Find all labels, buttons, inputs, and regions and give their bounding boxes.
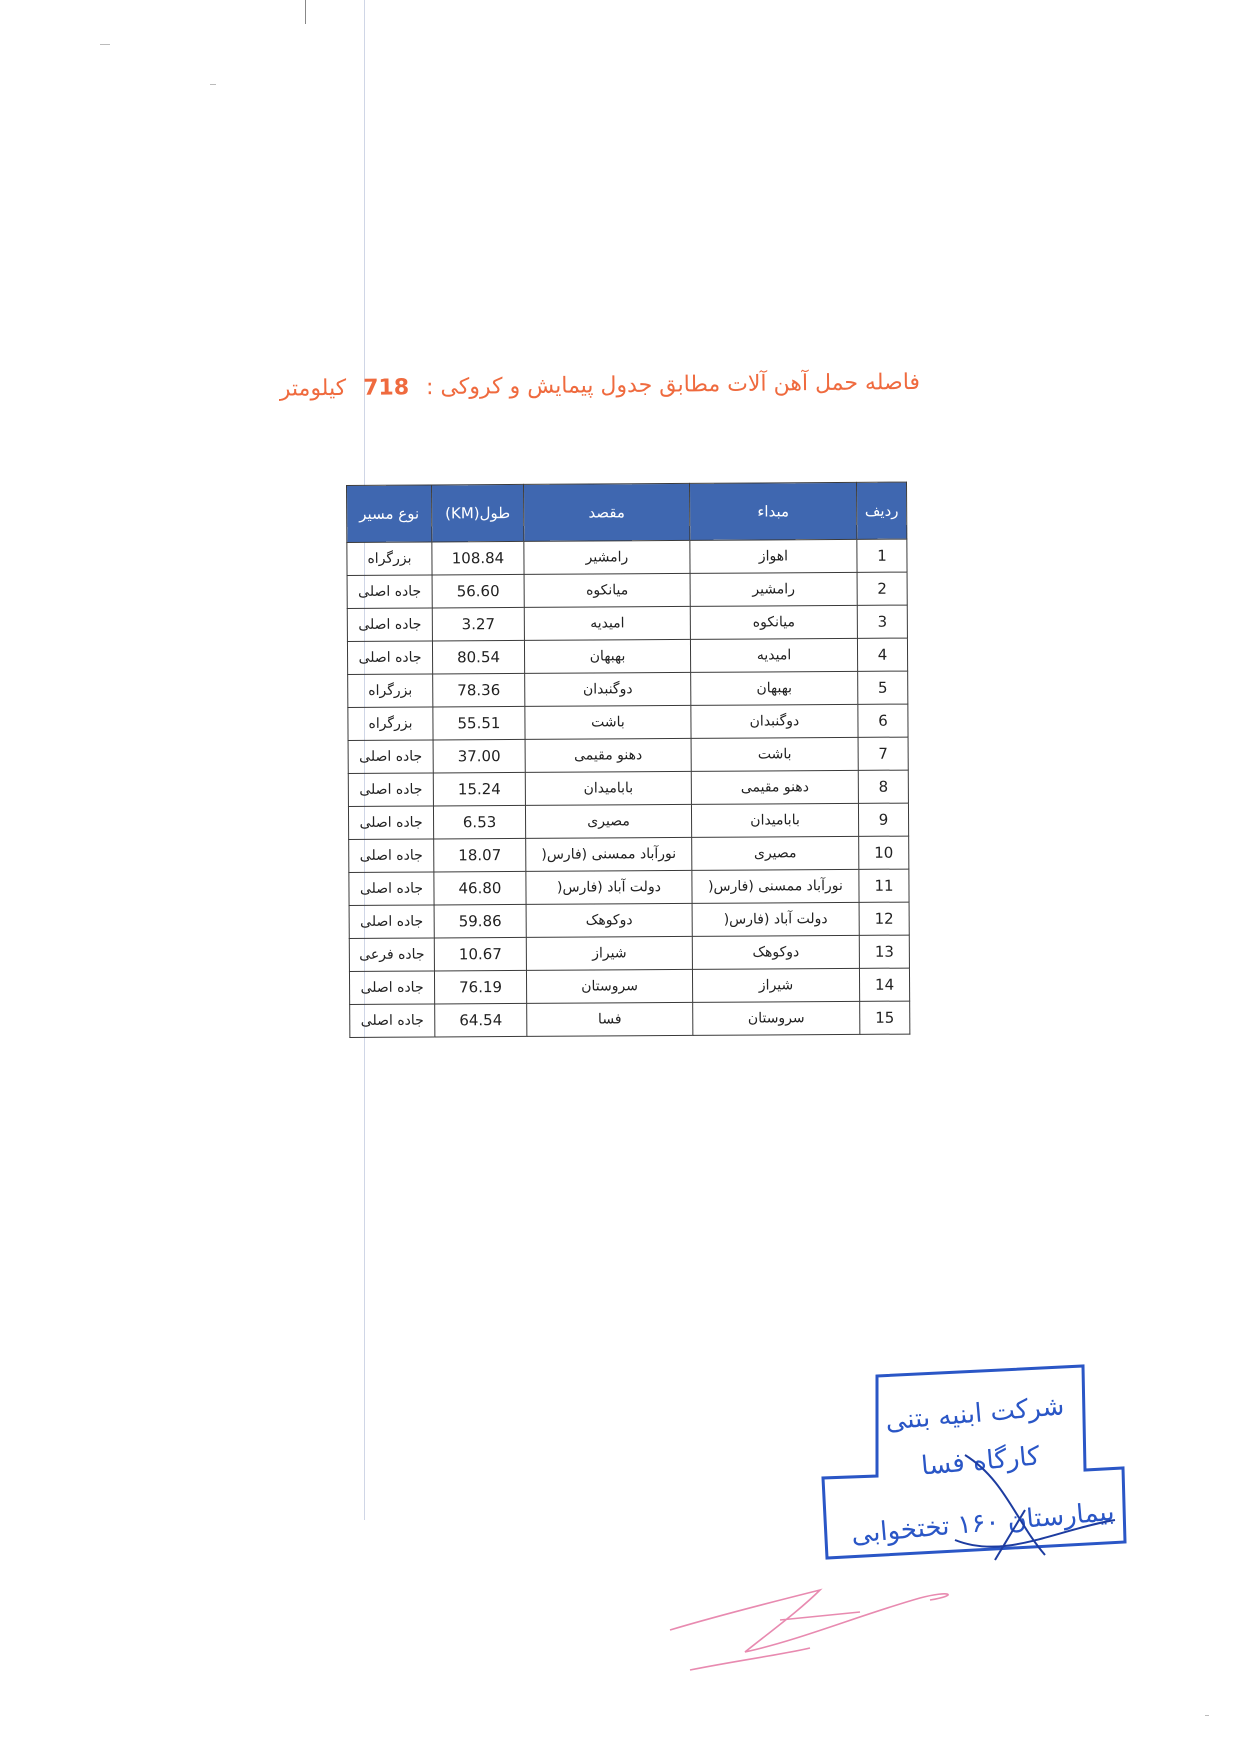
table-row [347, 638, 907, 674]
table-header-row [347, 482, 907, 542]
route-type-cell: جاده اصلی [347, 608, 432, 642]
length-cell: 3.27 [432, 607, 524, 641]
signature [660, 1560, 980, 1680]
destination-cell: میانکوه [524, 573, 690, 607]
origin-cell: دوکوهک [692, 935, 859, 969]
destination-cell: نورآباد ممسنی (فارس( [526, 837, 692, 871]
route-type-cell: جاده اصلی [349, 971, 434, 1005]
row-number-cell: 6 [858, 704, 908, 737]
stamp-line-1: شرکت ابنیه بتنی [884, 1391, 1066, 1437]
row-number-cell: 9 [858, 803, 908, 836]
scan-speck [1205, 1715, 1209, 1716]
length-cell: 80.54 [432, 640, 524, 674]
origin-cell: باشت [691, 737, 858, 771]
scan-speck [210, 84, 216, 85]
table-row [348, 803, 908, 839]
route-type-cell: جاده اصلی [347, 641, 432, 675]
destination-cell: مصیری [525, 804, 691, 838]
header-origin: مبداء [689, 482, 856, 540]
header-destination: مقصد [523, 483, 689, 541]
destination-cell: دوکوهک [526, 903, 692, 937]
row-number-cell: 3 [857, 605, 907, 638]
route-type-cell: جاده اصلی [348, 806, 433, 840]
origin-cell: مصیری [692, 836, 859, 870]
row-number-cell: 8 [858, 770, 908, 803]
signature-stroke [670, 1590, 948, 1670]
origin-cell: شیراز [692, 968, 859, 1002]
route-table [346, 482, 910, 1038]
route-type-cell: جاده اصلی [348, 740, 433, 774]
length-cell: 15.24 [433, 772, 525, 806]
route-type-cell: جاده اصلی [348, 773, 433, 807]
table-row [349, 935, 909, 971]
stamp-line-3: بیمارستان ۱۶۰ تختخوابی [850, 1496, 1116, 1550]
origin-cell: رامشیر [690, 572, 857, 606]
table-row [348, 704, 908, 740]
origin-cell: سروستان [693, 1001, 860, 1035]
length-cell: 56.60 [432, 574, 524, 608]
route-type-cell: بزرگراه [348, 674, 433, 708]
row-number-cell: 11 [859, 869, 909, 902]
route-type-cell: بزرگراه [347, 542, 432, 576]
destination-cell: سروستان [526, 969, 692, 1003]
row-number-cell: 1 [857, 539, 907, 572]
distance-unit: کیلومتر [279, 375, 347, 402]
row-number-cell: 14 [859, 968, 909, 1001]
destination-cell: بهبهان [524, 639, 690, 673]
table-row [350, 1001, 910, 1037]
origin-cell: دولت آباد (فارس( [692, 902, 859, 936]
destination-cell: امیدیه [524, 606, 690, 640]
length-cell: 64.54 [435, 1003, 527, 1037]
length-cell: 10.67 [434, 937, 526, 971]
origin-cell: نورآباد ممسنی (فارس( [692, 869, 859, 903]
length-cell: 18.07 [434, 838, 526, 872]
destination-cell: باشت [525, 705, 691, 739]
route-type-cell: جاده فرعی [349, 938, 434, 972]
origin-cell: اهواز [690, 539, 857, 573]
origin-cell: دهنو مقیمی [691, 770, 858, 804]
destination-cell: فسا [527, 1002, 693, 1036]
scan-artifact-line [305, 0, 306, 24]
destination-cell: دهنو مقیمی [525, 738, 691, 772]
destination-cell: بابامیدان [525, 771, 691, 805]
table-row [349, 869, 909, 905]
header-route-type: نوع مسیر [347, 485, 432, 543]
length-cell: 108.84 [432, 541, 524, 575]
row-number-cell: 5 [858, 671, 908, 704]
length-cell: 78.36 [433, 673, 525, 707]
route-type-cell: جاده اصلی [349, 872, 434, 906]
stamp-line-2: کارگاه فسا [920, 1441, 1041, 1482]
destination-cell: شیراز [526, 936, 692, 970]
table-body [347, 539, 910, 1037]
table-row [347, 605, 907, 641]
table-row [348, 671, 908, 707]
table-row [349, 902, 909, 938]
length-cell: 6.53 [433, 805, 525, 839]
origin-cell: امیدیه [690, 638, 857, 672]
table-row [349, 968, 909, 1004]
route-table-container [346, 482, 909, 1038]
length-cell: 76.19 [434, 970, 526, 1004]
destination-cell: دوگنبدان [525, 672, 691, 706]
row-number-cell: 7 [858, 737, 908, 770]
origin-cell: بابامیدان [691, 803, 858, 837]
origin-cell: میانکوه [690, 605, 857, 639]
document-title [279, 363, 921, 409]
table-row [348, 737, 908, 773]
row-number-cell: 2 [857, 572, 907, 605]
length-cell: 55.51 [433, 706, 525, 740]
route-type-cell: جاده اصلی [350, 1004, 435, 1038]
destination-cell: دولت آباد (فارس( [526, 870, 692, 904]
table-row [349, 836, 909, 872]
route-type-cell: بزرگراه [348, 707, 433, 741]
header-length: طول(KM) [432, 484, 524, 542]
scan-speck [100, 44, 110, 45]
length-cell: 37.00 [433, 739, 525, 773]
row-number-cell: 15 [860, 1001, 910, 1034]
length-cell: 59.86 [434, 904, 526, 938]
table-row [347, 572, 907, 608]
origin-cell: دوگنبدان [691, 704, 858, 738]
table-row [348, 770, 908, 806]
destination-cell: رامشیر [524, 540, 690, 574]
row-number-cell: 12 [859, 902, 909, 935]
route-type-cell: جاده اصلی [347, 575, 432, 609]
row-number-cell: 13 [859, 935, 909, 968]
route-type-cell: جاده اصلی [349, 839, 434, 873]
table-row [347, 539, 907, 575]
row-number-cell: 4 [857, 638, 907, 671]
origin-cell: بهبهان [691, 671, 858, 705]
length-cell: 46.80 [434, 871, 526, 905]
title-prefix: فاصله حمل آهن آلات مطابق جدول پیمایش و کروکی : [425, 369, 921, 401]
row-number-cell: 10 [859, 836, 909, 869]
route-type-cell: جاده اصلی [349, 905, 434, 939]
header-row-number: ردیف [856, 482, 906, 539]
total-distance: 718 [363, 375, 410, 401]
